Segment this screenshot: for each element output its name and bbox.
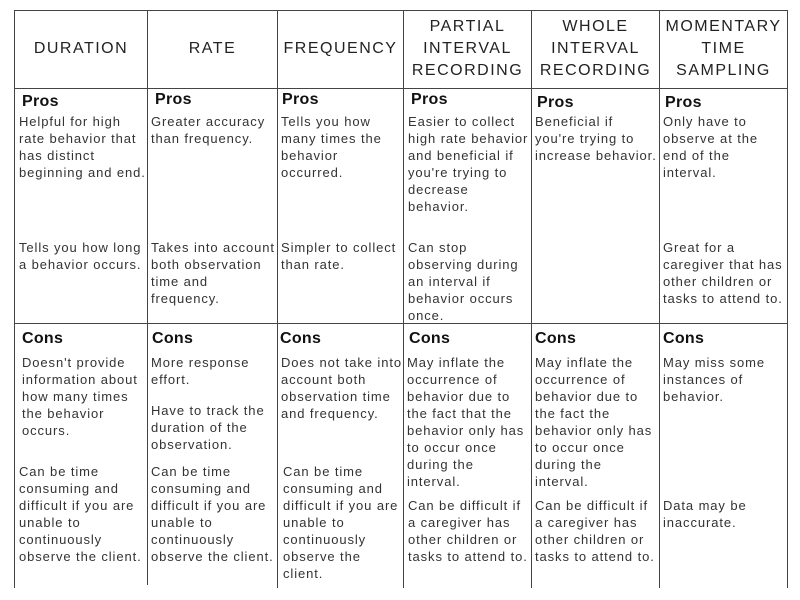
- cons-text: May inflate the occurrence of behavior due to the fact the behavior only has to occur once during the interval.: [535, 355, 653, 489]
- table-border-left: [14, 10, 15, 588]
- pros-text: Greater accuracy than frequency.: [151, 114, 266, 146]
- column-divider: [277, 10, 278, 588]
- cons-label: Cons: [409, 330, 451, 347]
- pros-label: Pros: [665, 94, 702, 111]
- cons-text: Data may be inaccurate.: [663, 498, 747, 530]
- header-duration: DURATION: [33, 40, 129, 57]
- header-partial-interval-recording: PARTIAL INTERVAL RECORDING: [411, 18, 524, 79]
- cons-label: Cons: [22, 330, 64, 347]
- cons-label: Cons: [663, 330, 705, 347]
- header-frequency: FREQUENCY: [283, 40, 398, 57]
- pros-label: Pros: [22, 93, 59, 110]
- cons-text: More response effort.: [151, 355, 250, 387]
- pros-text: Takes into account both observation time and frequency.: [151, 240, 275, 306]
- cons-text: Can be time consuming and difficult if you are unable to continuously observe the client.: [151, 464, 274, 564]
- pros-text: Can stop observing during an interval if behavior occurs once.: [408, 240, 519, 323]
- pros-text: Only have to observe at the end of the interval.: [663, 114, 758, 180]
- pros-text: Helpful for high rate behavior that has distinct beginning and end.: [19, 114, 146, 180]
- pros-label: Pros: [537, 94, 574, 111]
- pros-text: Great for a caregiver that has other children or tasks to attend to.: [663, 240, 783, 306]
- column-divider: [147, 10, 148, 585]
- cons-text: Can be difficult if a caregiver has other children or tasks to attend to.: [535, 498, 655, 564]
- pros-label: Pros: [282, 91, 319, 108]
- pros-label: Pros: [155, 91, 192, 108]
- cons-text: Have to track the duration of the observation.: [151, 403, 265, 452]
- column-divider: [403, 10, 404, 588]
- header-momentary-time-sampling: MOMENTARY TIME SAMPLING: [665, 18, 782, 79]
- header-divider: [14, 88, 788, 89]
- cons-text: May inflate the occurrence of behavior due to the fact that the behavior only has to occur once during the interval.: [407, 355, 525, 489]
- cons-label: Cons: [280, 330, 322, 347]
- pros-cons-divider: [14, 323, 788, 324]
- table-border-right: [787, 10, 788, 588]
- column-divider: [659, 10, 660, 588]
- pros-text: Tells you how long a behavior occurs.: [19, 240, 142, 272]
- cons-text: Can be difficult if a caregiver has other children or tasks to attend to.: [408, 498, 528, 564]
- pros-label: Pros: [411, 91, 448, 108]
- pros-text: Easier to collect high rate behavior and beneficial if you're trying to decrease behavior.: [408, 114, 529, 214]
- cons-label: Cons: [535, 330, 577, 347]
- cons-text: May miss some instances of behavior.: [663, 355, 765, 404]
- column-divider: [531, 10, 532, 588]
- header-rate: RATE: [188, 40, 237, 57]
- header-whole-interval-recording: WHOLE INTERVAL RECORDING: [539, 18, 652, 79]
- cons-label: Cons: [152, 330, 194, 347]
- pros-text: Tells you how many times the behavior occurred.: [281, 114, 382, 180]
- cons-text: Does not take into account both observation time and frequency.: [281, 355, 402, 421]
- pros-text: Beneficial if you're trying to increase behavior.: [535, 114, 657, 163]
- pros-text: Simpler to collect than rate.: [281, 240, 397, 272]
- cons-text: Can be time consuming and difficult if you are unable to continuously observe the client.: [283, 464, 399, 581]
- cons-text: Doesn't provide information about how many times the behavior occurs.: [22, 355, 138, 438]
- cons-text: Can be time consuming and difficult if you are unable to continuously observe the client.: [19, 464, 142, 564]
